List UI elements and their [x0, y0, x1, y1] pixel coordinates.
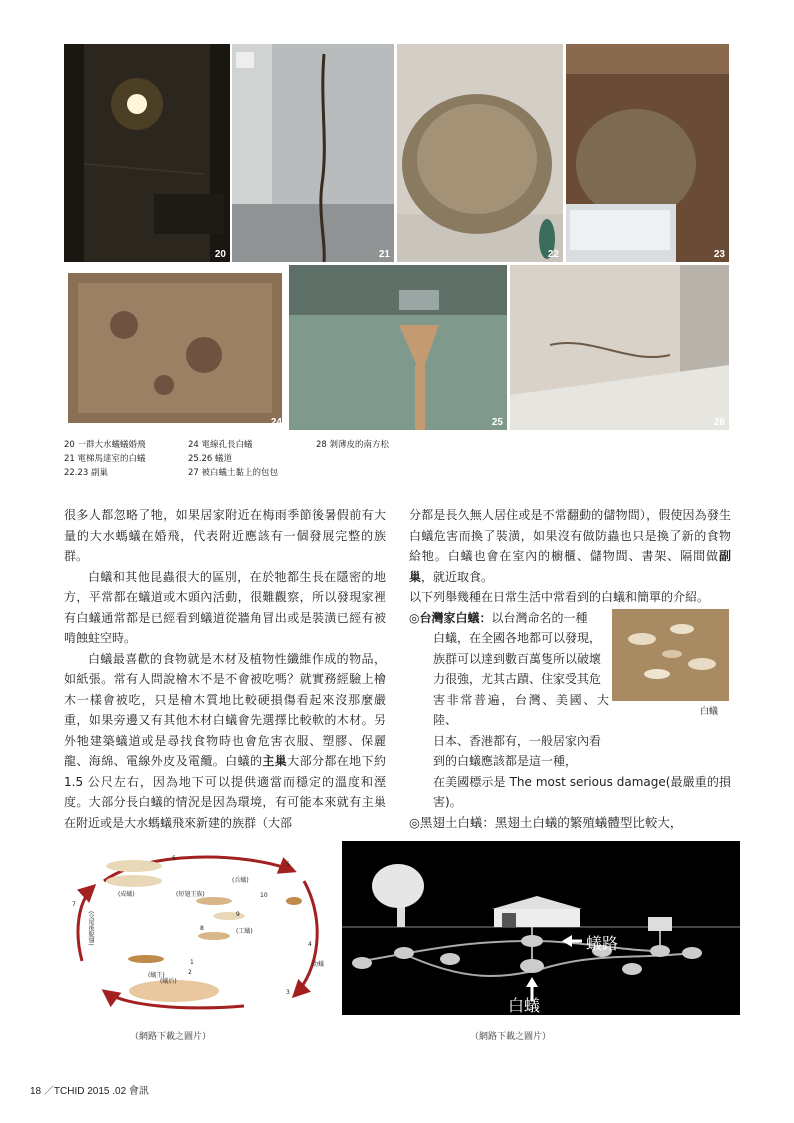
- label-tunnel: 蟻路: [586, 934, 619, 953]
- item-taiwan-termite: ◎台灣家白蟻：以台灣命名的一種 白蟻，在全國各地都可以發現， 族群可以達到數百萬隻所以破壞 力很強，尤其古蹟、住家受其危 害非常普遍，台灣、美國、大陸、 日本、香港都有，一般居家內看 到的白蟻應該都是這一種，: [409, 610, 609, 768]
- label-queen: (蟻后): [160, 978, 177, 985]
- label-step: 4: [308, 941, 312, 948]
- label-larva: 幼蟻: [312, 961, 325, 968]
- label-step: 7: [72, 901, 76, 908]
- paragraph: 分都是長久無人居住或是不常翻動的儲物間），假使因為發生白蟻危害而換了裝潢，如果沒有做防蟲也只是換了新的食物給牠。白蟻也會在室內的櫥櫃、儲物間、書架、隔間做副巢，就近取食。: [409, 508, 731, 584]
- left-text-column: [64, 505, 386, 833]
- label-step: 9: [236, 911, 240, 918]
- photo-number: 22: [547, 249, 559, 260]
- caption-20: 20 一群大水蟻蟻婚飛: [64, 440, 146, 450]
- page-footer: 18 ／TCHID 2015 .02 會訊: [30, 1086, 149, 1097]
- label-short-wing: (短翅王族): [176, 891, 205, 898]
- photo-23-satellite-nest: [566, 44, 729, 262]
- label-step: 8: [200, 925, 204, 932]
- photo-21-elevator-room: [232, 44, 394, 262]
- paragraph: 白蟻和其他昆蟲很大的區別，在於牠都生長在隱密的地方，平常都在蟻道或木頭內活動，很難觀察，所以發現家裡有白蟻通常都是已經看到蟻道從牆角冒出或是裝潢已經有被啃蝕蛀空時。: [64, 569, 386, 645]
- caption-25-26: 25.26 蟻道: [188, 454, 233, 464]
- paragraph: 在美國標示是 The most serious damage(最嚴重的損害)。: [433, 774, 731, 809]
- photo-termite-swarm: [612, 609, 729, 701]
- photo-number: 21: [378, 249, 390, 260]
- diagram-underground-network: [342, 841, 740, 1015]
- label-step: 3: [286, 989, 290, 996]
- photo-24-cable-hole: [64, 265, 286, 430]
- label-step: 10: [260, 892, 268, 899]
- caption-24: 24 電線孔長白蟻: [188, 440, 253, 450]
- paragraph-black-winged-termite: ◎黑翅土白蟻：黑翅土白蟻的繁殖蟻體型比較大，: [409, 814, 683, 830]
- caption-27: 27 被白蟻土黏上的包包: [188, 468, 279, 478]
- caption-28: 28 剝薄皮的南方松: [316, 440, 390, 450]
- paragraph: 白蟻最喜歡的食物就是木材及植物性纖維作成的物品，如紙張。常有人問說檜木不是不會被吃嗎？就實務經驗上檜木一樣會被吃，只是檜木質地比較硬損傷看起來沒那麼嚴重，如果旁邊又有其他木材白蟻會先選擇比較軟的木材。另外牠建築蟻道或是尋找食物時也會危害衣服、塑膠、保麗龍、海綿、電線外皮及電纜。白蟻的主巢大部分都在地下約 1.5 公尺左右，因為地下可以提供適當而穩定的溫度和溼度。大部分長白蟻的情況是因為環境，有可能本來就有主巢在附近或是大水螞蟻飛來新建的族群（大部: [64, 651, 386, 830]
- paragraph: 很多人都忽略了牠，如果居家附近在梅雨季節後暑假前有大量的大水螞蟻在婚飛，代表附近應該有一個發展完整的族群。: [64, 508, 386, 563]
- photo-number: 20: [214, 249, 226, 260]
- photo-number: 25: [491, 417, 503, 428]
- paragraph: 以下列舉幾種在日常生活中常看到的白蟻和簡單的介紹。: [409, 590, 710, 604]
- label-step: 6: [172, 855, 176, 862]
- label-step: 2: [188, 969, 192, 976]
- photo-25-tunnel: [289, 265, 507, 430]
- caption-22-23: 22.23 副巢: [64, 468, 109, 478]
- label-termite: 白蟻: [508, 996, 541, 1015]
- label-king: (蟻王): [148, 972, 165, 979]
- diagram-left-caption: （網路下載之圖片）: [130, 1032, 212, 1042]
- label-soldier: (兵蟻): [232, 877, 249, 884]
- photo-number: 26: [713, 417, 725, 428]
- label-adult: (成蟻): [118, 891, 135, 898]
- photo-number: 23: [713, 249, 725, 260]
- caption-21: 21 電梯馬達室的白蟻: [64, 454, 146, 464]
- photo-20-swarming-termites: [64, 44, 230, 262]
- photo-number: 24: [270, 417, 282, 428]
- label-worker: (工蟻): [236, 928, 253, 935]
- diagram-right-caption: （網路下載之圖片）: [470, 1032, 552, 1042]
- diagram-life-cycle: [64, 841, 332, 1015]
- label-after-mating: (交尾後脫翅): [87, 911, 94, 946]
- photo-caption-termite: 白蟻: [700, 707, 719, 717]
- label-step: 1: [190, 959, 194, 966]
- photo-26-tunnel-wall: [510, 265, 729, 430]
- label-step: 5: [286, 861, 290, 868]
- photo-22-satellite-nest: [397, 44, 563, 262]
